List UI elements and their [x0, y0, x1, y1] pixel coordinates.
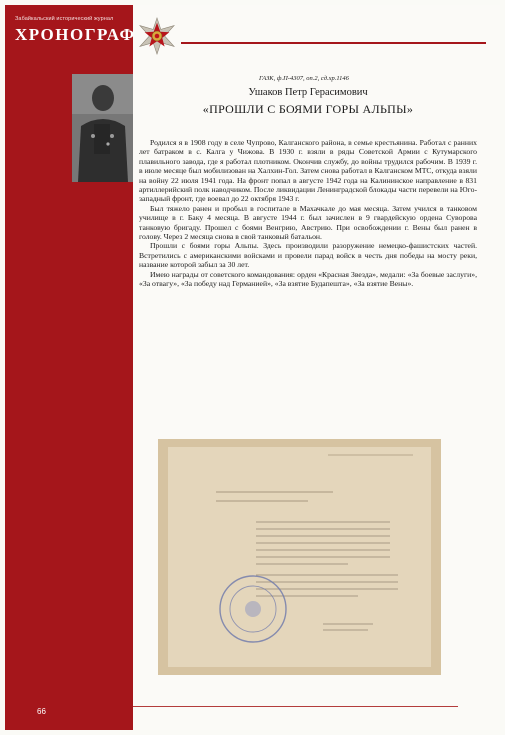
footer-rule [133, 706, 458, 707]
magazine-subtitle: Забайкальский исторический журнал [15, 16, 114, 22]
article-paragraph: Был тяжело ранен и пробыл в госпитале в Махачкале до мая месяца. Затем учился в танковом училище в г. Баку 4 месяца. В августе 1944 г. был зачислен в 9 гвардейскую ордена Суворова танковую бригаду. Прошел с боями Венгрию, Австрию. При освобождении г. Вены был ранен в голову. Через 2 месяца снова в свой танковый батальон. [139, 203, 477, 242]
article-paragraph: Имею награды от советского командования: орден «Красная Звезда», медали: «За боевые заслуги», «За отвагу», «За победу над Германией», «За взятие Будапешта», «За взятие Вены». [139, 269, 477, 289]
gratitude-document-image [158, 439, 441, 675]
article-body [139, 138, 477, 289]
article-paragraph: Родился я в 1908 году в селе Чупрово, Калганского района, в семье крестьянина. Работал с ранних лет батраком в с. Калга у Чижова. В 1930 г. взяли в ряды Советской Армии с Кутумарского плавильного завода, где я работал плотником. Окончив службу, до войны трудился рабочим. В 1939 г. в июле месяце был мобилизован на Халхин-Гол. Затем снова работал в Калганском МТС, откуда взяли на войну 22 июля 1941 года. На фронт попал в августе 1942 года на Калининское направление в 831 артиллерийский полк наводчиком. После ликвидации Ленинградской блокады части перевели на Юго-западный фронт, где воевал до 22 октября 1943 г. [139, 138, 477, 204]
archive-reference: ГАЗК, ф.П-4307, оп.2, сд.хр.1146 [259, 75, 349, 82]
magazine-page [5, 5, 500, 730]
order-star-icon [138, 17, 176, 55]
page-number: 66 [37, 707, 46, 716]
portrait-photo [72, 74, 133, 182]
header-rule [181, 42, 486, 44]
article-author: Ушаков Петр Герасимович [248, 87, 368, 98]
article-headline: «ПРОШЛИ С БОЯМИ ГОРЫ АЛЬПЫ» [202, 102, 414, 116]
magazine-title: ХРОНОГРАФ [15, 25, 136, 44]
article-paragraph: Прошли с боями горы Альпы. Здесь производили разоружение немецко-фашистских частей. Встретились с американскими войсками и провели парад войск в честь дня победы на мосту реки, название которой забыл за 30 лет. [139, 241, 477, 270]
